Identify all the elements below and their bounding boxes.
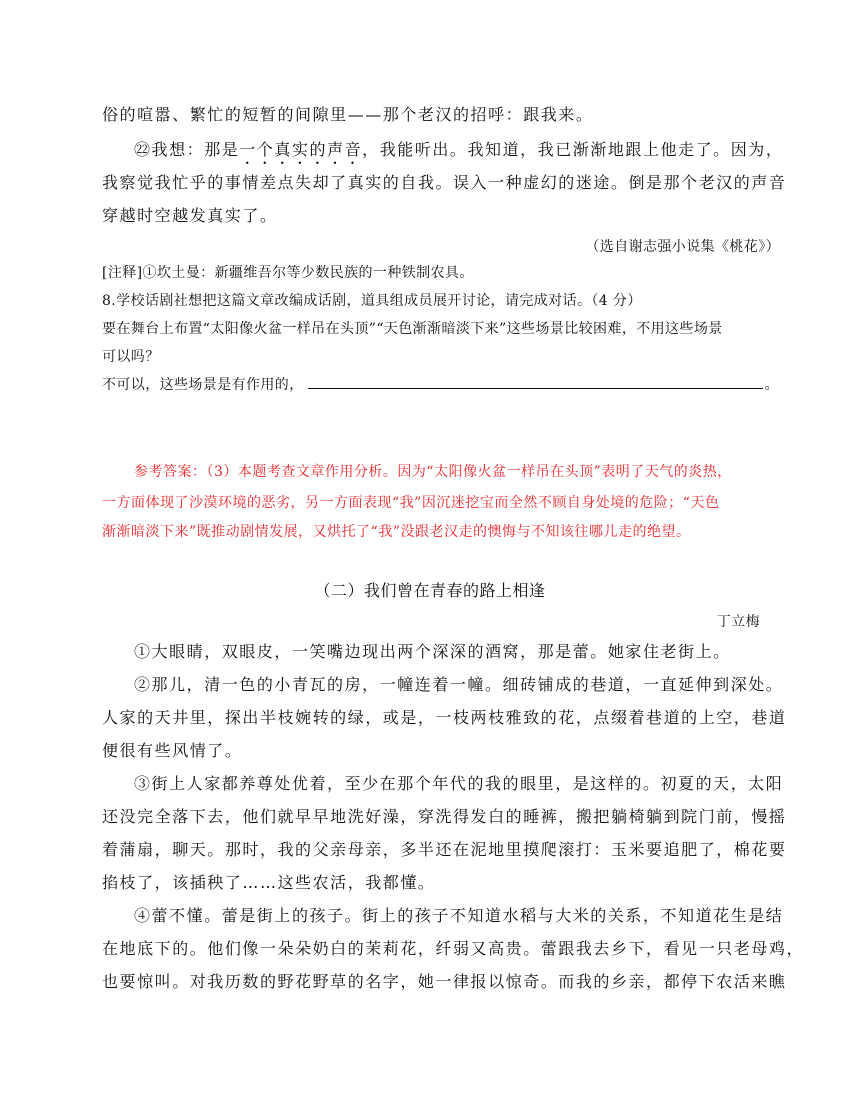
source-citation: （选自谢志强小说集《桃花》） xyxy=(585,239,780,255)
paragraph-2-line-2: 人家的天井里，探出半枝婉转的绿，或是，一枝两枝雅致的花，点缀着巷道的上空，巷道 xyxy=(102,708,787,727)
paragraph-22-line-2: 我察觉我忙乎的事情差点失却了真实的自我。误入一种虚幻的迷途。倒是那个老汉的声音 xyxy=(102,173,787,192)
section-title: （二）我们曾在青春的路上相逢 xyxy=(314,581,546,600)
paragraph-4-line-3: 也要惊叫。对我历数的野花野草的名字，她一律报以惊奇。而我的乡亲，都停下农活来瞧 xyxy=(102,972,787,991)
paragraph-3-line-1: ③街上人家都养尊处优着，至少在那个年代的我的眼里，是这样的。初夏的天，太阳 xyxy=(134,774,784,793)
emphasis-dotted-text: 一个真实的声音 xyxy=(239,140,363,159)
reference-answer-line-1: 参考答案：（3）本题考查文章作用分析。因为“太阳像火盆一样吊在头顶”表明了天气的炎热， xyxy=(134,464,732,480)
paragraph-4-line-2: 在地底下的。他们像一朵朵奶白的茉莉花，纤弱又高贵。蕾跟我去乡下，看见一只老母鸡， xyxy=(102,939,805,958)
question-8-prompt-line-2: 可以吗？ xyxy=(102,349,160,365)
question-8-prompt-line-1: 要在舞台上布置“太阳像火盆一样吊在头顶”“天色渐渐暗淡下来”这些场景比较困难，不用这些场景 xyxy=(102,321,723,337)
paragraph-3-line-4: 掐枝了，该插秧了……这些农活，我都懂。 xyxy=(102,873,436,892)
answer-line: 不可以，这些场景是有作用的， 。 xyxy=(102,374,779,394)
paragraph-22-line-1: ㉒我想：那是一个真实的声音，我能听出。我知道，我已渐渐地跟上他走了。因为， xyxy=(134,140,784,159)
paragraph-3-line-3: 着蒲扇，聊天。那时，我的父亲母亲，多半还在泥地里摸爬滚打：玉米要追肥了，棉花要 xyxy=(102,840,787,859)
reference-answer-line-2: 一方面体现了沙漠环境的恶劣，另一方面表现“我”因沉迷挖宝而全然不顾自身处境的危险；“天色 xyxy=(102,495,720,511)
paragraph-21-continuation: 俗的喧嚣、繁忙的短暂的间隙里——那个老汉的招呼：跟我来。 xyxy=(102,105,594,124)
paragraph-3-line-2: 还没完全落下去，他们就早早地洗好澡，穿洗得发白的睡裤，搬把躺椅躺到院门前，慢摇 xyxy=(102,807,787,826)
paragraph-1: ①大眼睛，双眼皮，一笑嘴边现出两个深深的酒窝，那是蕾。她家住老街上。 xyxy=(134,642,731,661)
author-name: 丁立梅 xyxy=(716,614,760,630)
reference-answer-line-3: 渐渐暗淡下来”既推动剧情发展，又烘托了“我”没跟老汉走的懊悔与不知该往哪儿走的绝望。 xyxy=(102,524,691,540)
annotation-note: [注释]①坎土曼：新疆维吾尔等少数民族的一种铁制农具。 xyxy=(102,265,474,281)
answer-blank[interactable] xyxy=(308,374,763,389)
paragraph-22-line-3: 穿越时空越发真实了。 xyxy=(102,206,278,225)
paragraph-2-line-3: 便很有些风情了。 xyxy=(102,741,243,760)
question-8: 8.学校话剧社想把这篇文章改编成话剧，道具组成员展开讨论，请完成对话。（4 分） xyxy=(102,293,642,309)
paragraph-4-line-1: ④蕾不懂。蕾是街上的孩子。街上的孩子不知道水稻与大米的关系，不知道花生是结 xyxy=(134,906,784,925)
paragraph-2-line-1: ②那儿，清一色的小青瓦的房，一幢连着一幢。细砖铺成的巷道，一直延伸到深处。 xyxy=(134,675,784,694)
